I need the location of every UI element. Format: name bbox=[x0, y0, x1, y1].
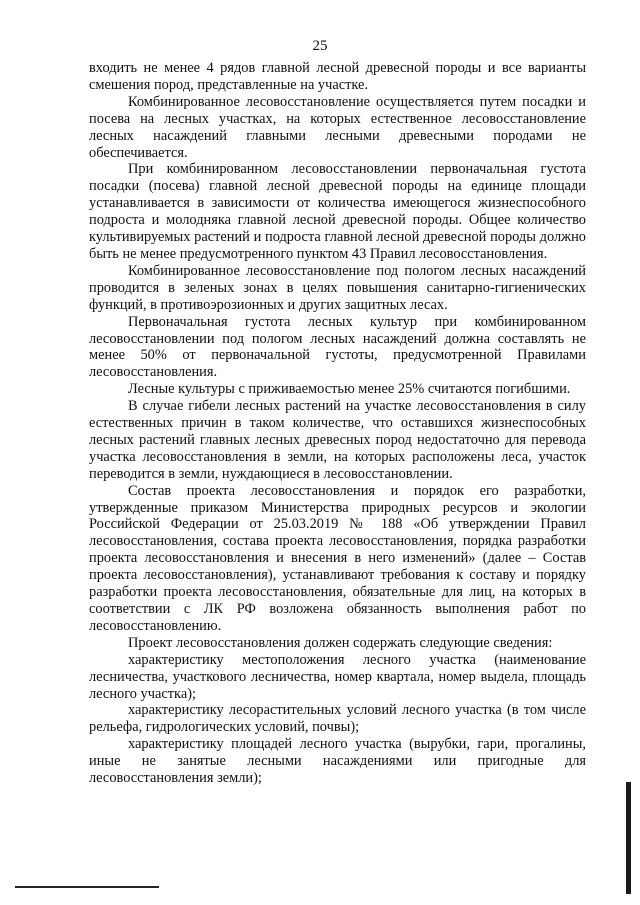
paragraph-project-composition: Состав проекта лесовосстановления и порядок его разработки, утвержденные приказом Министерства природных ресурсов и экологии Российской Федерации от 25.03.2019 № 188 «Об утверждении Правил лесовосстановления, состава проекта лесовосстановления, порядка разработки проекта лесовосстановления и внесения в него изменений» (далее – Состав проекта лесовосстановления), устанавливают требования к составу и порядку разработки проекта лесовосстановления, обязательные для лиц, на которых в соответствии с ЛК РФ возложена обязанность выполнения работ по лесовосстановлению. bbox=[89, 482, 586, 634]
document-body bbox=[89, 60, 586, 787]
footer-rule bbox=[15, 886, 159, 888]
scan-edge-mark bbox=[626, 782, 631, 894]
paragraph-initial-density: При комбинированном лесовосстановлении первоначальная густота посадки (посева) главной лесной древесной породы на единице площади устанавливается в зависимости от количества имеющегося жизнеспособного подроста и молодняка главной лесной древесной породы. Общее количество культивируемых растений и подроста главной лесной древесной породы должно быть не менее предусмотренного пунктом 43 Правил лесовосстановления. bbox=[89, 161, 586, 262]
paragraph-project-contents-intro: Проект лесовосстановления должен содержать следующие сведения: bbox=[128, 634, 553, 651]
list-item-growing-conditions: характеристику лесорастительных условий лесного участка (в том числе рельефа, гидрологических условий, почвы); bbox=[89, 702, 586, 736]
paragraph-plant-death: В случае гибели лесных растений на участке лесовосстановления в силу естественных причин в таком количестве, что оставшихся жизнеспособных лесных растений главных лесных древесных пород недостаточно для перевода участка лесовосстановления в земли, на которых расположены леса, участок переводится в земли, нуждающиеся в лесовосстановлении. bbox=[89, 398, 586, 482]
page-number: 25 bbox=[312, 38, 328, 54]
list-item-location: характеристику местоположения лесного участка (наименование лесничества, участкового лесничества, номер квартала, номер выдела, площадь лесного участка); bbox=[89, 651, 586, 702]
paragraph-combined-reforestation: Комбинированное лесовосстановление осуществляется путем посадки и посева на лесных участках, на которых естественное лесовосстановление лесных насаждений главными лесными древесными породами не обеспечивается. bbox=[89, 93, 586, 161]
paragraph-continuation: входить не менее 4 рядов главной лесной древесной породы и все варианты смешения пород, представленные на участке. bbox=[89, 60, 586, 93]
list-item-areas: характеристику площадей лесного участка (вырубки, гари, прогалины, иные не занятые лесными насаждениями или пригодные для лесовосстановления земли); bbox=[89, 736, 586, 787]
paragraph-density-percent: Первоначальная густота лесных культур при комбинированном лесовосстановлении под пологом лесных насаждений должна составлять не менее 50% от первоначальной густоты, предусмотренной Правилами лесовосстановления. bbox=[89, 313, 586, 381]
paragraph-under-canopy: Комбинированное лесовосстановление под пологом лесных насаждений проводится в зеленых зонах в целях повышения санитарно-гигиенических функций, в противоэрозионных и других защитных лесах. bbox=[89, 262, 586, 313]
paragraph-survival-rate: Лесные культуры с приживаемостью менее 25% считаются погибшими. bbox=[128, 381, 571, 398]
